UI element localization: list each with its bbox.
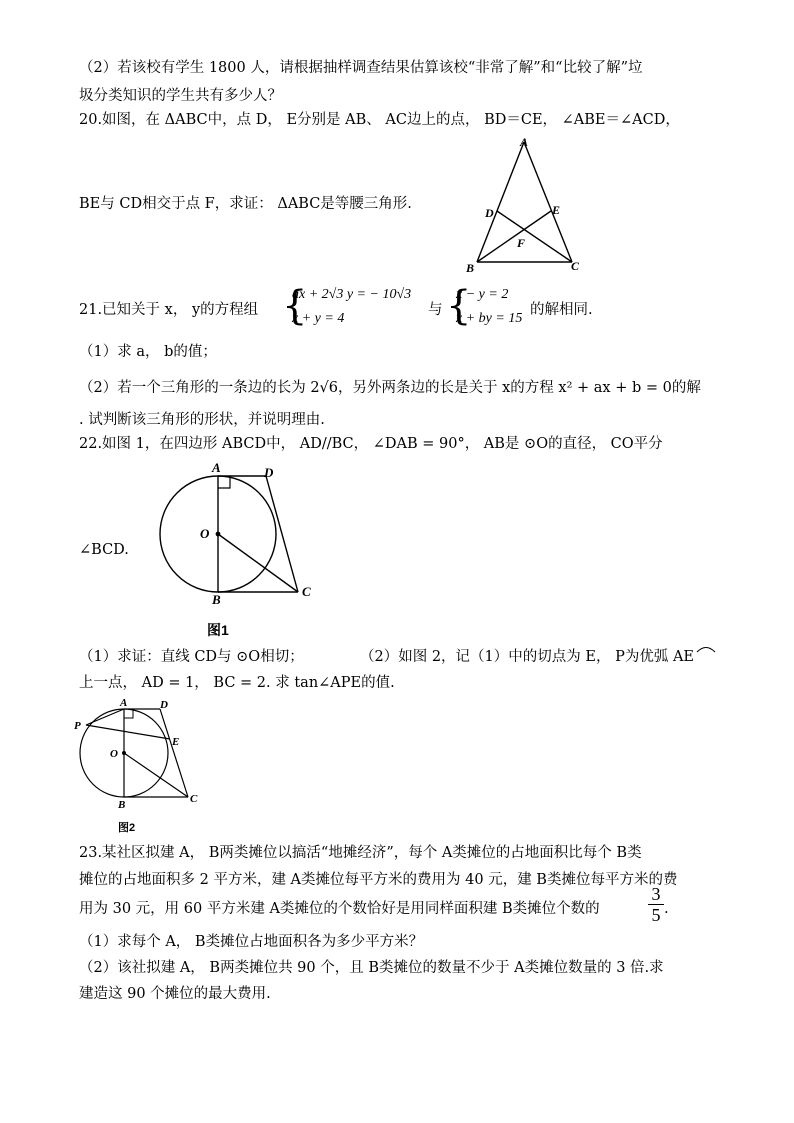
q22-fig2-label-c: C: [190, 793, 198, 805]
q20-label-d: D: [485, 206, 494, 220]
q21-part2-line1: （2）若一个三角形的一条边的长为 2√6，另外两条边的长是关于 x的方程 x² + ax + b = 0的解: [79, 380, 701, 396]
q20-label-f: F: [517, 236, 526, 250]
q22-figure1-caption: 图1: [207, 622, 229, 638]
q23-part1: （1）求每个 A， B类摊位占地面积各为多少平方米？: [79, 934, 424, 950]
q21-system1-eq2: x + y = 4: [292, 311, 345, 326]
q21-system1-brace: {: [282, 283, 308, 329]
q20-label-c: C: [571, 259, 580, 273]
q22-figure1: [196, 458, 326, 608]
q21-outro: 的解相同.: [530, 302, 593, 318]
q23-part2-line2: 建造这 90 个摊位的最大费用.: [79, 986, 271, 1002]
q22-fig1-label-c: C: [302, 584, 311, 599]
q22-arc-symbol: [696, 645, 716, 653]
q21-part2-line2: . 试判断该三角形的形状，并说明理由.: [79, 412, 325, 428]
q22-fig2-label-d: D: [160, 699, 168, 711]
q22-line2: ∠BCD.: [79, 542, 129, 558]
q23-fraction-numerator: 3: [651, 884, 661, 904]
q21-system2-brace: {: [446, 283, 472, 329]
q20-triangle-figure: [460, 134, 590, 276]
q23-fraction-denominator: 5: [651, 905, 661, 925]
q20-label-a: A: [520, 135, 529, 149]
q22-fig1-label-o: O: [200, 526, 210, 541]
q21-connector: 与: [428, 302, 443, 318]
q23-fraction: [648, 884, 664, 925]
q20-label-e: E: [552, 203, 561, 217]
q23-line3-end: .: [664, 901, 669, 917]
q22-fig1-label-b: B: [212, 592, 221, 607]
q21-intro: 21.已知关于 x， y的方程组: [79, 302, 259, 318]
q22-fig2-label-a: A: [120, 697, 128, 709]
q23-line2: 摊位的占地面积多 2 平方米，建 A类摊位每平方米的费用为 40 元，建 B类摊位每平方米的费: [79, 872, 678, 888]
q21-system2-eq1: x − y = 2: [456, 287, 509, 302]
q22-fig1-label-a: A: [212, 460, 221, 475]
q22-fig2-label-e: E: [172, 736, 180, 748]
q19-part2-line1: （2）若该校有学生 1800 人，请根据抽样调查结果估算该校“非常了解”和“比较了解”垃: [79, 60, 643, 76]
q20-label-b: B: [466, 261, 475, 275]
q20-line2: BE与 CD相交于点 F，求证： ΔABC是等腰三角形.: [79, 196, 412, 212]
q22-fig2-label-p: P: [74, 720, 81, 732]
q22-figure2: [72, 695, 212, 815]
q22-part2-a: （2）如图 2，记（1）中的切点为 E， P为优弧 AE: [360, 649, 695, 665]
q19-part2-line2: 圾分类知识的学生共有多少人？: [79, 88, 282, 104]
q21-part1: （1）求 a， b的值；: [79, 344, 217, 360]
q22-fig2-label-b: B: [118, 799, 126, 811]
q22-part1: （1）求证：直线 CD与 ⊙O相切；: [79, 649, 304, 665]
q20-line1: 20.如图，在 ΔABC中，点 D， E分别是 AB、 AC边上的点， BD＝CE， ∠ABE＝∠ACD，: [79, 112, 680, 128]
q22-fig2-label-o: O: [110, 748, 118, 760]
q22-fig1-label-d: D: [264, 465, 274, 480]
q22-figure2-caption: 图2: [118, 822, 136, 834]
q23-part2-line1: （2）该社拟建 A， B两类摊位共 90 个，且 B类摊位的数量不少于 A类摊位数量的 3 倍.求: [79, 960, 664, 976]
q21-system2-eq2: x + by = 15: [456, 311, 523, 326]
q22-line1: 22.如图 1，在四边形 ABCD中， AD//BC， ∠DAB = 90°， AB是 ⊙O的直径， CO平分: [79, 436, 663, 452]
q22-part2-b: 上一点， AD = 1， BC = 2. 求 tan∠APE的值.: [79, 675, 395, 691]
q21-system1-eq1: ax + 2√3 y = − 10√3: [292, 287, 412, 302]
q23-line3: 用为 30 元，用 60 平方米建 A类摊位的个数恰好是用同样面积建 B类摊位个数的: [79, 901, 600, 917]
q23-line1: 23.某社区拟建 A， B两类摊位以搞活“地摊经济”，每个 A类摊位的占地面积比每个 B类: [79, 845, 642, 861]
